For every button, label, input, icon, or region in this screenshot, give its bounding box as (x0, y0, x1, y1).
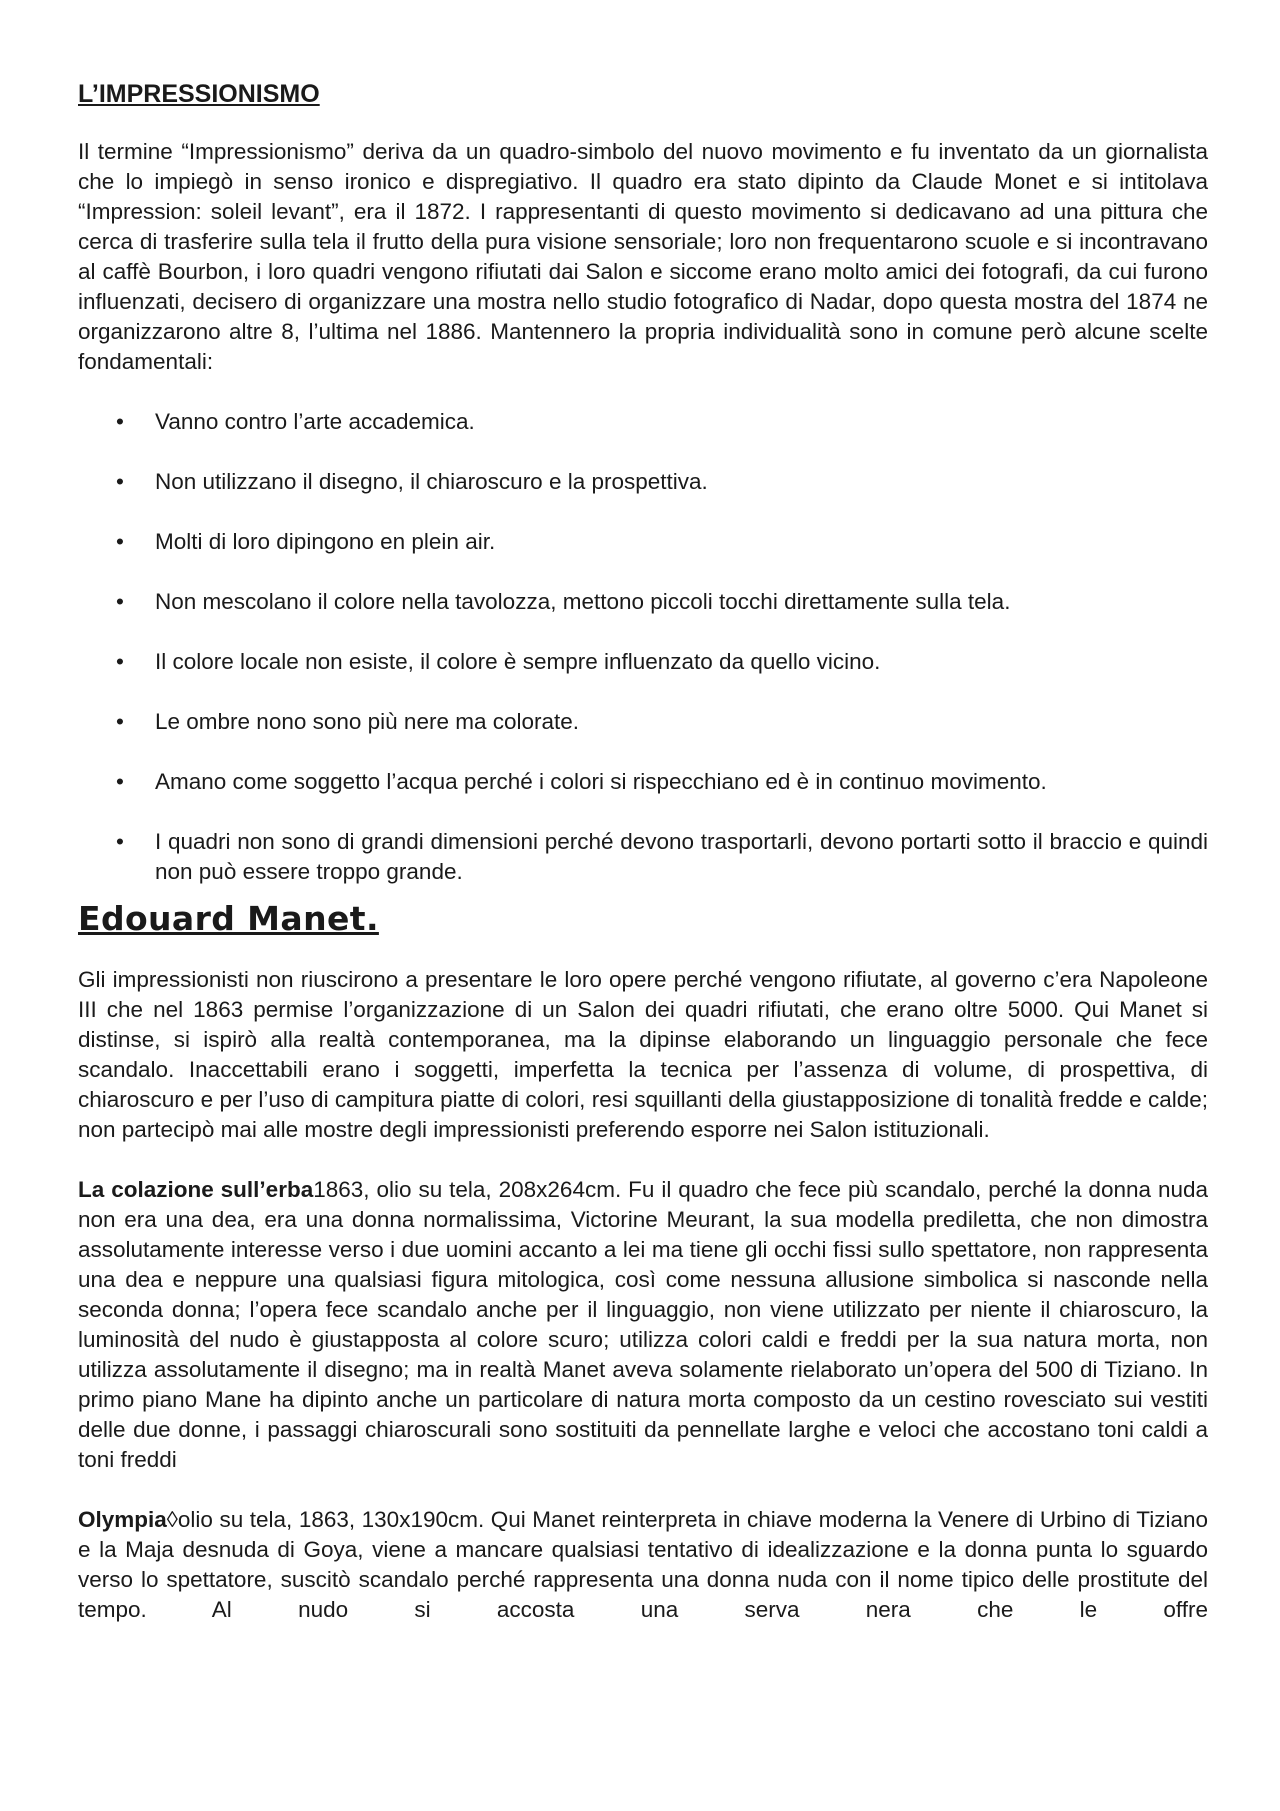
list-item: • Non utilizzano il disegno, il chiaroscuro e la prospettiva. (78, 467, 1208, 497)
diamond-icon: ◊ (166, 1507, 178, 1532)
features-list (78, 407, 1208, 887)
colazione-text: 1863, olio su tela, 208x264cm. Fu il quadro che fece più scandalo, perché la donna nuda non era una dea, era una donna normalissima, Victorine Meurant, la sua modella prediletta, che non dimostra assolutamente interesse verso i due uomini accanto a lei ma tiene gli occhi fissi sullo spettatore, non rappresenta una dea e neppure una qualsiasi figura mitologica, così come nessuna allusione simbolica si nasconde nella seconda donna; l’opera fece scandalo anche per il linguaggio, non viene utilizzato per niente il chiaroscuro, la luminosità del nudo è giustapposta al colore scuro; utilizza colori caldi e freddi per la sua natura morta, non utilizza assolutamente il disegno; ma in realtà Manet aveva solamente rielaborato un’opera del 500 di Tiziano. In primo piano Mane ha dipinto anche un particolare di natura morta composto da un cestino rovesciato sui vestiti delle due donne, i passaggi chiaroscurali sono sostituiti da pennellate larghe e veloci che accostano toni caldi a toni freddi (78, 1177, 1208, 1472)
list-item: • Le ombre nono sono più nere ma colorate. (78, 707, 1208, 737)
list-item: • Molti di loro dipingono en plein air. (78, 527, 1208, 557)
colazione-title: La colazione sull’erba (78, 1177, 314, 1202)
section-heading-manet: Edouard Manet. (78, 899, 379, 938)
olympia-text: olio su tela, 1863, 130x190cm. Qui Manet reinterpreta in chiave moderna la Venere di Urbino di Tiziano e la Maja desnuda di Goya, viene a mancare qualsiasi tentativo di idealizzazione e la donna punta lo sguardo verso lo spettatore, suscitò scandalo perché rappresenta una donna nuda con il nome tipico delle prostitute del tempo. Al nudo si accosta una serva nera che le offre (78, 1507, 1208, 1622)
list-item: • Vanno contro l’arte accademica. (78, 407, 1208, 437)
document-page (78, 78, 1208, 1625)
list-item: • Non mescolano il colore nella tavolozza, mettono piccoli tocchi direttamente sulla tela. (78, 587, 1208, 617)
manet-intro-paragraph: Gli impressionisti non riuscirono a presentare le loro opere perché vengono rifiutate, al governo c’era Napoleone III che nel 1863 permise l’organizzazione di un Salon dei quadri rifiutati, che erano oltre 5000. Qui Manet si distinse, si ispirò alla realtà contemporanea, ma la dipinse elaborando un linguaggio personale che fece scandalo. Inaccettabili erano i soggetti, imperfetta la tecnica per l’assenza di volume, di prospettiva, di chiaroscuro e per l’uso di campitura piatte di colori, resi squillanti della giustapposizione di tonalità fredde e calde; non partecipò mai alle mostre degli impressionisti preferendo esporre nei Salon istituzionali. (78, 967, 1208, 1142)
section-heading-impressionismo: L’IMPRESSIONISMO (78, 80, 320, 108)
list-item: • I quadri non sono di grandi dimensioni perché devono trasportarli, devono portarti sotto il braccio e quindi non può essere troppo grande. (78, 827, 1208, 887)
colazione-paragraph (78, 1175, 1208, 1475)
intro-paragraph: Il termine “Impressionismo” deriva da un quadro-simbolo del nuovo movimento e fu inventato da un giornalista che lo impiegò in senso ironico e dispregiativo. Il quadro era stato dipinto da Claude Monet e si intitolava “Impression: soleil levant”, era il 1872. I rappresentanti di questo movimento si dedicavano ad una pittura che cerca di trasferire sulla tela il frutto della pura visione sensoriale; loro non frequentarono scuole e si incontravano al caffè Bourbon, i loro quadri vengono rifiutati dai Salon e siccome erano molto amici dei fotografi, da cui furono influenzati, decisero di organizzare una mostra nello studio fotografico di Nadar, dopo questa mostra del 1874 ne organizzarono altre 8, l’ultima nel 1886. Mantennero la propria individualità sono in comune però alcune scelte fondamentali: (78, 139, 1208, 374)
list-item: • Il colore locale non esiste, il colore è sempre influenzato da quello vicino. (78, 647, 1208, 677)
list-item: • Amano come soggetto l’acqua perché i colori si rispecchiano ed è in continuo movimento. (78, 767, 1208, 797)
olympia-title: Olympia (78, 1507, 167, 1532)
olympia-paragraph (78, 1505, 1208, 1625)
